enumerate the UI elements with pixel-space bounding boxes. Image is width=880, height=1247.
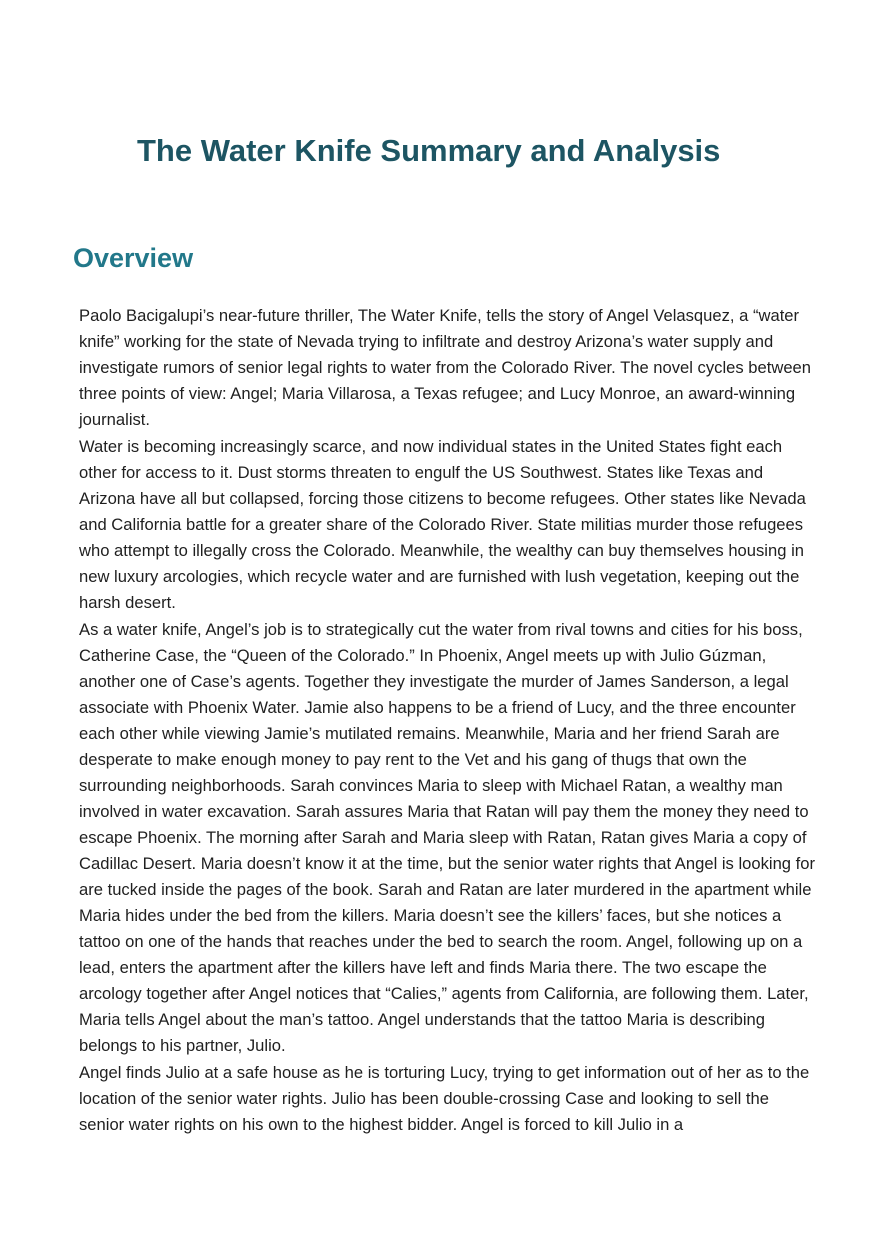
paragraph: Water is becoming increasingly scarce, and now individual states in the United States fight each other for access to it. Dust storms threaten to engulf the US Southwest. States like Texas and Arizona have all but collapsed, forcing those citizens to become refugees. Other states like Nevada and California battle for a greater share of the Colorado River. State militias murder those refugees who attempt to illegally cross the Colorado. Meanwhile, the wealthy can buy themselves housing in new luxury arcologies, which recycle water and are furnished with lush vegetation, keeping out the harsh desert.	[79, 437, 806, 612]
paragraph: Paolo Bacigalupi’s near-future thriller, The Water Knife, tells the story of Angel Velasquez, a “water knife” working for the state of Nevada trying to infiltrate and destroy Arizona’s water supply and investigate rumors of senior legal rights to water from the Colorado River. The novel cycles between three points of view: Angel; Maria Villarosa, a Texas refugee; and Lucy Monroe, an award-winning journalist.	[79, 306, 812, 429]
paragraph: Angel finds Julio at a safe house as he is torturing Lucy, trying to get information out of her as to the location of the senior water rights. Julio has been double-crossing Case and looking to sell the senior water rights on his own to the highest bidder. Angel is forced to kill Julio in a	[79, 1063, 810, 1134]
paragraph: As a water knife, Angel’s job is to strategically cut the water from rival towns and cities for his boss, Catherine Case, the “Queen of the Colorado.” In Phoenix, Angel meets up with Julio Gúzman, another one of Case’s agents. Together they investigate the murder of James Sanderson, a legal associate with Phoenix Water. Jamie also happens to be a friend of Lucy, and the three encounter each other while viewing Jamie’s mutilated remains. Meanwhile, Maria and her friend Sarah are desperate to make enough money to pay rent to the Vet and his gang of thugs that own the surrounding neighborhoods. Sarah convinces Maria to sleep with Michael Ratan, a wealthy man involved in water excavation. Sarah assures Maria that Ratan will pay them the money they need to escape Phoenix. The morning after Sarah and Maria sleep with Ratan, Ratan gives Maria a copy of Cadillac Desert. Maria doesn’t know it at the time, but the senior water rights that Angel is looking for are tucked inside the pages of the book. Sarah and Ratan are later murdered in the apartment while Maria hides under the bed from the killers. Maria doesn’t see the killers’ faces, but she notices a tattoo on one of the hands that reaches under the bed to search the room. Angel, following up on a lead, enters the apartment after the killers have left and finds Maria there. The two escape the arcology together after Angel notices that “Calies,” agents from California, are following them. Later, Maria tells Angel about the man’s tattoo. Angel understands that the tattoo Maria is describing belongs to his partner, Julio.	[79, 620, 816, 1055]
overview-body	[79, 303, 815, 1139]
section-heading-overview: Overview	[73, 243, 194, 273]
document-title: The Water Knife Summary and Analysis	[137, 133, 721, 168]
